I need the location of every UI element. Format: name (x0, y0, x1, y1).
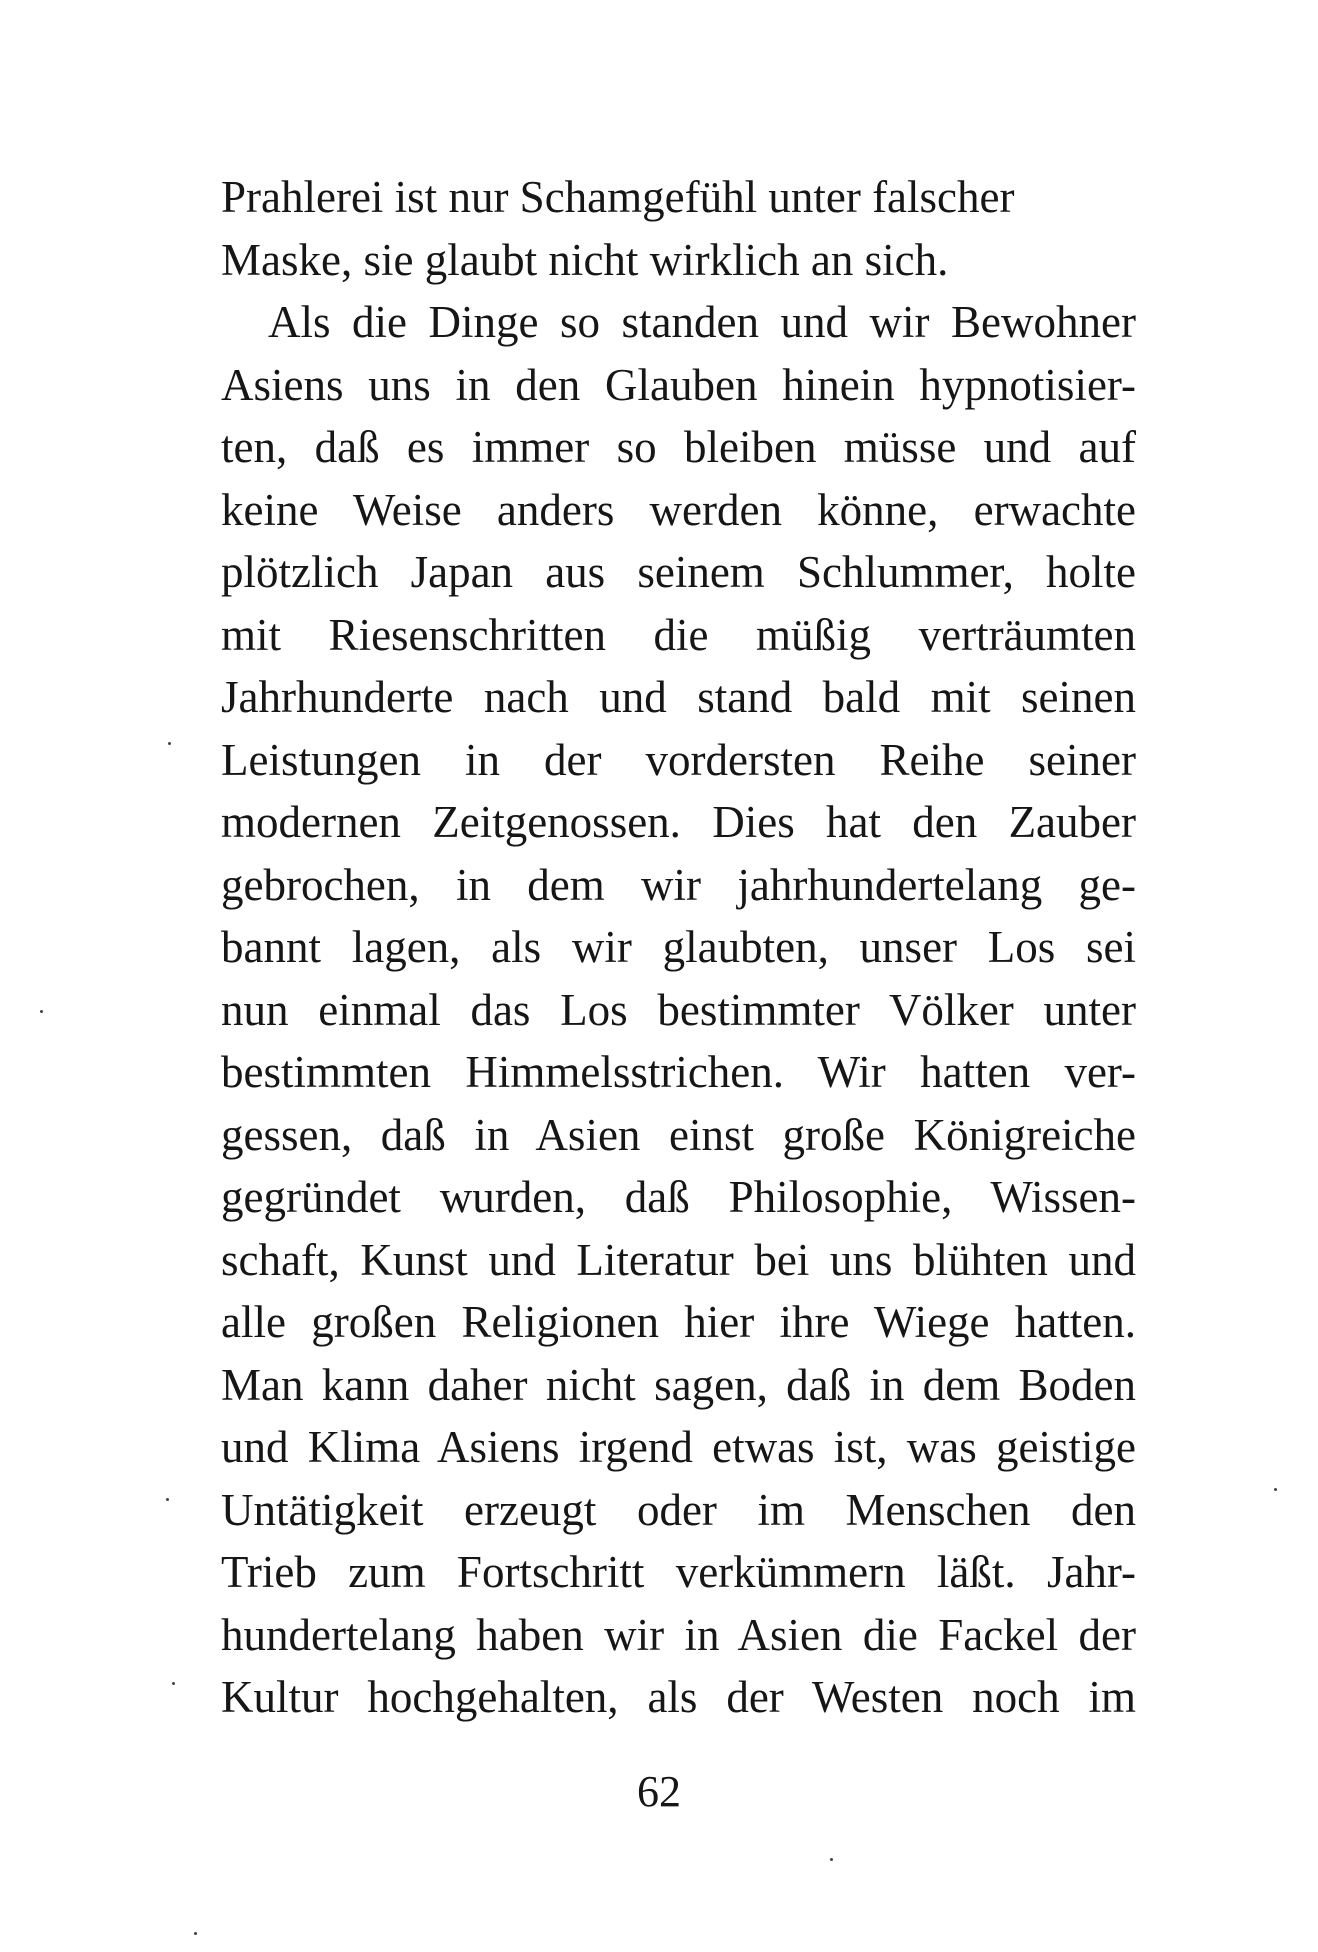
paragraph-start-line: Als die Dinge so standen und wir Bewohner (268, 297, 1136, 347)
text-line: plötzlich Japan aus seinem Schlummer, holte (221, 547, 1136, 597)
text-line: bestimmten Himmelsstrichen. Wir hatten ver- (221, 1047, 1136, 1097)
text-line: Kultur hochgehalten, als der Westen noch im (221, 1672, 1136, 1722)
text-line: modernen Zeitgenossen. Dies hat den Zauber (221, 797, 1136, 847)
text-line: Asiens uns in den Glauben hinein hypnotisier- (221, 359, 1136, 410)
text-line: alle großen Religionen hier ihre Wiege hatten. (221, 1297, 1136, 1347)
text-line: Prahlerei ist nur Schamgefühl unter falscher (221, 172, 1015, 222)
scan-speck (1274, 1488, 1277, 1491)
body-text (221, 166, 1136, 1729)
text-line: bannt lagen, als wir glaubten, unser Los sei (221, 922, 1136, 972)
text-line: gebrochen, in dem wir jahrhundertelang ge- (221, 859, 1136, 910)
text-line: nun einmal das Los bestimmter Völker unter (221, 984, 1136, 1035)
text-line: Trieb zum Fortschritt verkümmern läßt. Jahr- (221, 1547, 1136, 1597)
text-line: Jahrhunderte nach und stand bald mit seinen (221, 672, 1136, 722)
text-line: gessen, daß in Asien einst große Königreiche (221, 1109, 1136, 1160)
text-line: gegründet wurden, daß Philosophie, Wissen- (221, 1172, 1136, 1222)
text-line: Untätigkeit erzeugt oder im Menschen den (221, 1484, 1136, 1535)
scan-speck (830, 1858, 833, 1861)
page-number: 62 (637, 1767, 681, 1816)
scan-speck (40, 1010, 43, 1013)
text-line: Leistungen in der vordersten Reihe seiner (221, 734, 1136, 785)
text-line: keine Weise anders werden könne, erwachte (221, 484, 1136, 535)
text-line: Man kann daher nicht sagen, daß in dem Boden (221, 1359, 1136, 1410)
scan-speck (166, 1498, 169, 1501)
text-line: ten, daß es immer so bleiben müsse und auf (221, 422, 1136, 472)
scan-speck (172, 1682, 175, 1685)
text-line: und Klima Asiens irgend etwas ist, was geistige (221, 1422, 1136, 1472)
scan-speck (194, 1932, 197, 1935)
text-line: schaft, Kunst und Literatur bei uns blühten und (221, 1234, 1136, 1285)
text-line: mit Riesenschritten die müßig verträumten (221, 609, 1136, 660)
text-line: Maske, sie glaubt nicht wirklich an sich. (221, 234, 949, 285)
text-line: hundertelang haben wir in Asien die Fackel der (221, 1609, 1136, 1660)
scan-speck (168, 742, 171, 745)
